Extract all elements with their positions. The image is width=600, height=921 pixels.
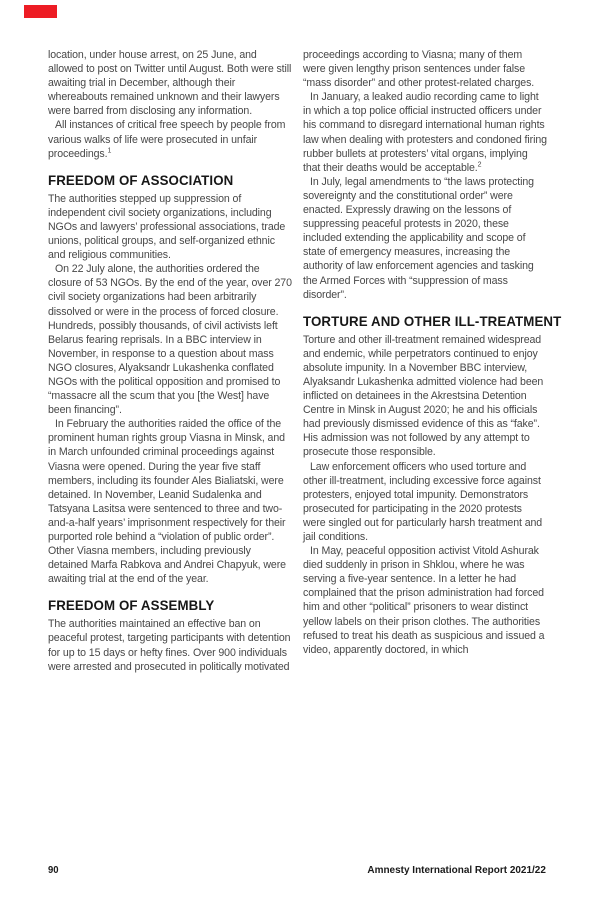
page-footer: [48, 864, 546, 876]
paragraph: proceedings according to Viasna; many of them were given lengthy prison sentences under false “mass disorder” and other protest-related charges.: [303, 49, 535, 90]
report-title: Amnesty International Report 2021/22: [367, 864, 546, 876]
paragraph: The authorities stepped up suppression of independent civil society organizations, including NGOs and lawyers’ professional associations, trade unions, political groups, and self-organized ethnic and religious communities.: [48, 192, 286, 262]
paragraph-text: All instances of critical free speech by people from various walks of life were prosecuted in unfair proceedings.: [48, 119, 286, 160]
paragraph: In July, legal amendments to “the laws protecting sovereignty and the constitutional order” were enacted. Expressly drawing on the lessons of suppressing peaceful protests in 2020, these included extending the applicability and scope of state of emergency measures, increasing the authority of law enforcement agencies and tasking the Armed Forces with “suppression of mass disorder”.: [303, 175, 534, 301]
left-column: [48, 48, 292, 674]
section-heading-torture-and-other-ill-treatment: TORTURE AND OTHER ILL-TREATMENT: [303, 312, 562, 329]
paragraph: The authorities maintained an effective ban on peaceful protest, targeting participants with detention for up to 15 days or hefty fines. Over 900 individuals were arrested and prosecuted in politically motivated: [48, 618, 291, 673]
paragraph: [303, 90, 547, 175]
paragraph: [48, 118, 292, 160]
footnote-reference: 2: [477, 161, 482, 169]
paragraph: Torture and other ill-treatment remained widespread and endemic, while perpetrators continued to enjoy absolute impunity. In a November BBC interview, Alyaksandr Lukashenka admitted violence had been inflicted on detainees in the Akrestsina Detention Centre in Minsk in August 2020; he and his officials had previously dismissed evidence of this as “fake”. His admission was not followed by any attempt to prosecute those responsible.: [303, 333, 544, 459]
right-column: [303, 48, 562, 674]
section-heading-freedom-of-association: FREEDOM OF ASSOCIATION: [48, 171, 234, 188]
paragraph: On 22 July alone, the authorities ordered the closure of 53 NGOs. By the end of the year, over 270 civil society organizations had been arbitrarily dissolved or were in the process of forced closure. Hundreds, possibly thousands, of civil activists left Belarus fearing reprisals. In a BBC interview in November, in response to a question about mass NGO closures, Alyaksandr Lukashenka conflated NGOs with the political opposition and promised to “massacre all the scum that you [the West] have been financing”.: [48, 263, 292, 417]
section-heading-freedom-of-assembly: FREEDOM OF ASSEMBLY: [48, 597, 215, 614]
paragraph: Law enforcement officers who used torture and other ill-treatment, including excessive force against protesters, enjoyed total impunity. Demonstrators prosecuted for participating in the 2020 protests were singled out for particularly harsh treatment and jail conditions.: [303, 460, 543, 543]
page-content: [48, 48, 562, 674]
paragraph-text: In January, a leaked audio recording came to light in which a top police official instructed officers under his command to disregard international human rights law when dealing with protesters and condoned firing rubber bullets at protesters’ vital organs, implying that their deaths would be acceptable.: [303, 91, 547, 174]
paragraph: location, under house arrest, on 25 June, and allowed to post on Twitter until August. Both were still awaiting trial in December, although their whereabouts remained unknown and their lawyers were barred from disclosing any information.: [48, 49, 292, 118]
footnote-reference: 1: [107, 147, 112, 155]
paragraph: In February the authorities raided the office of the prominent human rights group Viasna in Minsk, and in March unfounded criminal proceedings against Viasna were opened. During the year five staff members, including its founder Ales Bialiatski, were detained. In November, Leanid Sudalenka and Tatsyana Lasitsa were sentenced to three and two-and-a-half years’ imprisonment respectively for their purported role behind a “violation of public order”. Other Viasna members, including previously detained Marfa Rabkova and Andrei Chapyuk, were awaiting trial at the end of the year.: [48, 418, 286, 586]
page-number: 90: [48, 865, 59, 876]
page-corner-tab: [24, 5, 57, 18]
paragraph: In May, peaceful opposition activist Vitold Ashurak died suddenly in prison in Shklou, where he was serving a five-year sentence. In a letter he had complained that the prison administration had forced him and other “political” prisoners to wear distinct yellow labels on their prison clothes. The authorities refused to treat his death as suspicious and issued a video, apparently doctored, in which: [303, 545, 545, 656]
